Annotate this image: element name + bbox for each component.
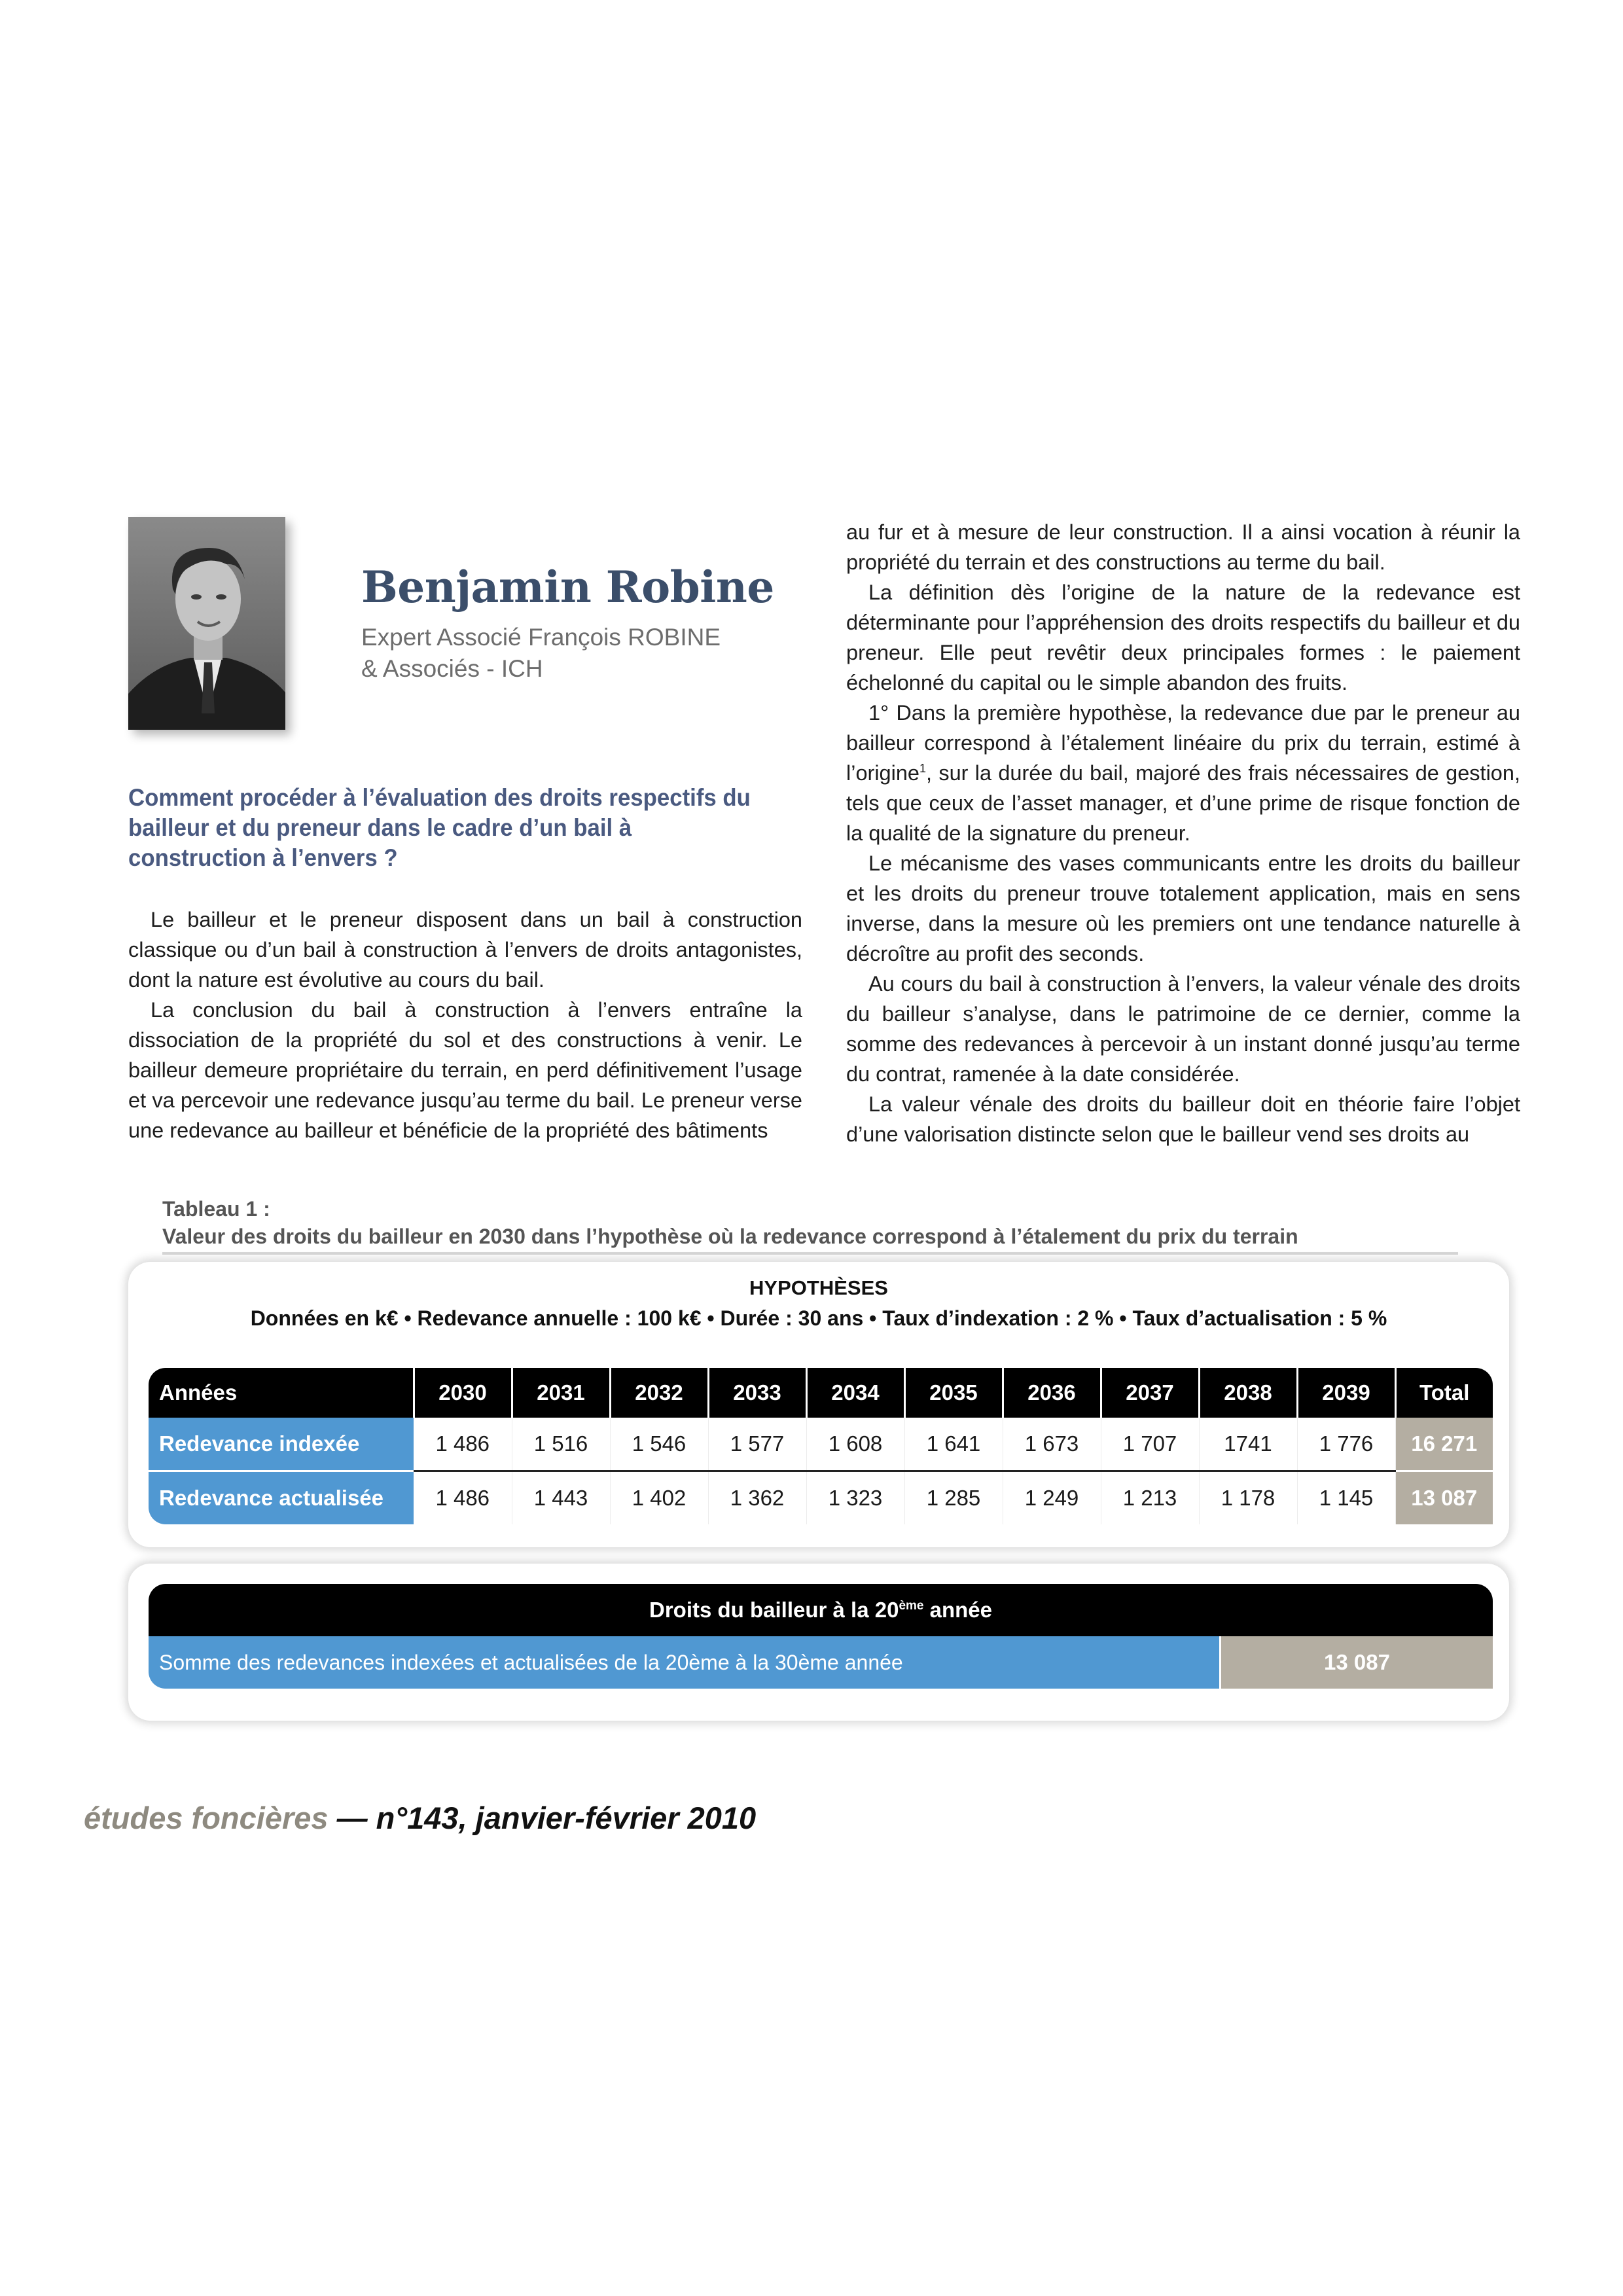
paragraph: au fur et à mesure de leur construction. Il a ainsi vocation à réunir la propriété du terrain et des constructions au terme du bail.: [846, 520, 1520, 574]
author-role: [361, 622, 721, 685]
author-role-line: & Associés - ICH: [361, 655, 543, 682]
table-caption: [162, 1195, 1298, 1250]
summary-value: 13 087: [1221, 1636, 1493, 1689]
paragraph: [846, 698, 1520, 848]
caption-title: Valeur des droits du bailleur en 2030 dans l’hypothèse où la redevance correspond à l’étalement du prix du terrain: [162, 1225, 1298, 1248]
year-header: 2031: [512, 1368, 610, 1418]
paragraph-text: 1° Dans la première hypothèse, la redevance due par le preneur au bailleur correspond à l’étalement linéaire du prix du terrain, estimé à l’origine: [846, 701, 1520, 785]
table-cell: 1 516: [512, 1418, 610, 1471]
portrait-image: [128, 517, 285, 730]
issue-info: — n°143, janvier-février 2010: [328, 1801, 757, 1835]
year-header: 2034: [806, 1368, 904, 1418]
table-cell: 1 178: [1199, 1471, 1297, 1525]
hypotheses-title: HYPOTHÈSES: [749, 1276, 888, 1299]
year-header: 2037: [1101, 1368, 1199, 1418]
row-label: Redevance actualisée: [149, 1471, 414, 1525]
paragraph: La valeur vénale des droits du bailleur doit en théorie faire l’objet d’une valorisation distincte selon que le bailleur vend ses droits au: [846, 1092, 1520, 1146]
left-column: [128, 905, 802, 1145]
header-row: [149, 1368, 1493, 1418]
author-role-line: Expert Associé François ROBINE: [361, 624, 721, 651]
table-cell: 1 546: [610, 1418, 708, 1471]
row-label: Redevance indexée: [149, 1418, 414, 1471]
year-header: 2036: [1003, 1368, 1101, 1418]
table-cell: 1741: [1199, 1418, 1297, 1471]
hypotheses-text: Données en k€ • Redevance annuelle : 100 k€ • Durée : 30 ans • Taux d’indexation : 2 % • Taux d’actualisation : 5 %: [250, 1306, 1387, 1330]
table-cell: 1 402: [610, 1471, 708, 1525]
table-cell: 1 323: [806, 1471, 904, 1525]
row-total: 16 271: [1395, 1418, 1493, 1471]
author-name: Benjamin Robine: [361, 562, 774, 613]
paragraph: La définition dès l’origine de la nature de la redevance est déterminante pour l’appréhension des droits respectifs du bailleur et du preneur. Elle peut revêtir deux principales formes : le paiement échelonné du capital ou le simple abandon des fruits.: [846, 581, 1520, 694]
paragraph-text: , sur la durée du bail, majoré des frais nécessaires de gestion, tels que ceux de l’asset manager, et d’une prime de risque fonction de la qualité de la signature du preneur.: [846, 761, 1520, 845]
right-column: [846, 517, 1520, 1149]
table-cell: 1 362: [708, 1471, 806, 1525]
summary-header-text: année: [923, 1598, 993, 1622]
journal-footer: [84, 1800, 756, 1836]
year-header: 2038: [1199, 1368, 1297, 1418]
table-row: [149, 1471, 1493, 1525]
paragraph: Le bailleur et le preneur disposent dans un bail à construction classique ou d’un bail à construction à l’envers de droits antagonistes, dont la nature est évolutive au cours du bail.: [128, 908, 802, 992]
values-table: [149, 1368, 1493, 1524]
table-cell: 1 213: [1101, 1471, 1199, 1525]
table-cell: 1 641: [904, 1418, 1003, 1471]
table-row: [149, 1418, 1493, 1471]
footnote-ref: 1: [919, 762, 927, 776]
table-cell: 1 249: [1003, 1471, 1101, 1525]
table-cell: 1 486: [414, 1418, 512, 1471]
table-cell: 1 776: [1297, 1418, 1395, 1471]
paragraph: Au cours du bail à construction à l’envers, la valeur vénale des droits du bailleur s’analyse, dans le patrimoine de ce dernier, comme la somme des redevances à percevoir à un instant donné jusqu’au terme du contrat, ramenée à la date considérée.: [846, 972, 1520, 1086]
table-cell: 1 486: [414, 1471, 512, 1525]
year-header: 2035: [904, 1368, 1003, 1418]
table-cell: 1 145: [1297, 1471, 1395, 1525]
year-header: 2039: [1297, 1368, 1395, 1418]
table-cell: 1 707: [1101, 1418, 1199, 1471]
table-cell: 1 577: [708, 1418, 806, 1471]
year-header: 2030: [414, 1368, 512, 1418]
journal-name: études foncières: [84, 1801, 329, 1835]
row-total: 13 087: [1395, 1471, 1493, 1525]
table-cell: 1 608: [806, 1418, 904, 1471]
year-header: 2033: [708, 1368, 806, 1418]
author-photo: [128, 517, 285, 730]
caption-label: Tableau 1 :: [162, 1197, 270, 1221]
summary-header-text: Droits du bailleur à la 20: [649, 1598, 899, 1622]
caption-divider: [162, 1252, 1458, 1255]
year-header: 2032: [610, 1368, 708, 1418]
table-cell: 1 673: [1003, 1418, 1101, 1471]
paragraph: Le mécanisme des vases communicants entre les droits du bailleur et les droits du preneur trouve totalement application, mais en sens inverse, dans la mesure où les premiers ont une tendance naturelle à décroître au profit des seconds.: [846, 852, 1520, 965]
header-total: Total: [1395, 1368, 1493, 1418]
summary-header: [149, 1584, 1493, 1636]
summary-label: Somme des redevances indexées et actualisées de la 20ème à la 30ème année: [149, 1636, 1219, 1689]
summary-header-sup: ème: [899, 1599, 924, 1613]
table-cell: 1 285: [904, 1471, 1003, 1525]
table-cell: 1 443: [512, 1471, 610, 1525]
lead-question: Comment procéder à l’évaluation des droits respectifs du bailleur et du preneur dans le cadre d’un bail à construction à l’envers ?: [128, 784, 751, 871]
header-years: Années: [149, 1368, 414, 1418]
paragraph: La conclusion du bail à construction à l’envers entraîne la dissociation de la propriété du sol et des constructions à venir. Le bailleur demeure propriétaire du terrain, en perd définitivement l’usage et va percevoir une redevance jusqu’au terme du bail. Le preneur verse une redevance au bailleur et bénéficie de la propriété des bâtiments: [128, 998, 802, 1142]
